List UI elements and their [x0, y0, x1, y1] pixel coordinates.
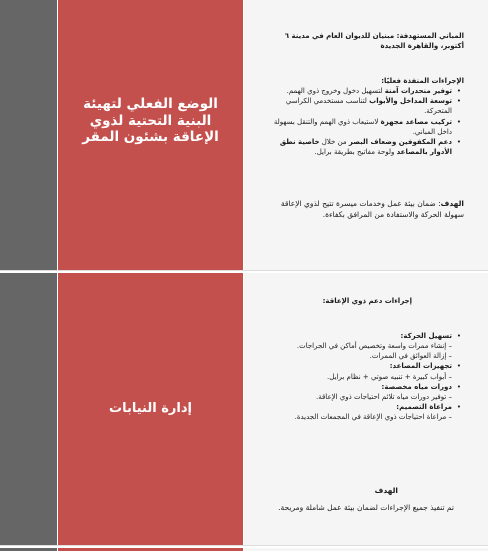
list-item [264, 382, 452, 402]
table-row [0, 273, 488, 545]
buildings-text: مبنيان للديوان العام في مدينة ٦ أكتوبر، والقاهرة الجديدة [284, 32, 464, 51]
procedures-block [264, 76, 464, 157]
item-text: لتناسب مستخدمي الكراسي المتحركة. [285, 97, 452, 116]
content-cell [244, 0, 488, 270]
group-line: – أبواب كبيرة + تنبيه صوتي + نظام برايل. [264, 372, 452, 382]
row-title: إدارة النيابات [109, 400, 192, 416]
list-item [264, 331, 452, 361]
list-item [264, 96, 452, 116]
procedures-list [264, 86, 464, 157]
row-divider [0, 270, 488, 271]
buildings-label: المباني المستهدفة: [396, 32, 464, 40]
group-line: – إزالة العوائق في الممرات. [264, 351, 452, 361]
item-bold: تركيب مصاعد مجهزة [380, 117, 452, 126]
goal-text: تم تنفيذ جميع الإجراءات لضمان بيئة عمل شاملة ومريحة. [278, 502, 454, 512]
group-line: – مراعاة احتياجات ذوي الإعاقة في المجمعات الجديدة. [264, 412, 452, 422]
item-bold: دعم المكفوفين وضعاف البصر [348, 137, 452, 146]
group-title: • تسهيل الحركة: [400, 332, 452, 340]
item-text: من خلال [319, 137, 349, 146]
grey-column-cell [0, 273, 57, 545]
buildings-paragraph [264, 31, 464, 51]
row-divider [0, 545, 488, 546]
list-item [264, 86, 452, 96]
procedures-heading: الإجراءات المنفذة فعليًا: [381, 77, 464, 85]
group-line: – توفير دورات مياه تلائم احتياجات ذوي الإعاقة. [264, 392, 452, 402]
goal-label: الهدف [374, 486, 398, 495]
group-title: • تجهيزات المصاعد: [389, 362, 452, 371]
content-cell [244, 273, 488, 545]
red-title-cell [58, 0, 243, 270]
goal-text: : ضمان بيئة عمل وخدمات ميسرة تتيح لذوي الإعاقة سهولة الحركة والاستفادة من المرافق بكفاءة. [280, 199, 464, 219]
group-line: – إنشاء ممرات واسعة وتخصيص أماكن في الجراجات. [264, 341, 452, 351]
item-text: لاستيعاب ذوي الهمم والتنقل بسهولة داخل المباني. [273, 117, 452, 136]
goal-block [264, 486, 454, 514]
red-title-cell [58, 273, 243, 545]
list-item [264, 361, 452, 381]
list-item [264, 402, 452, 422]
row-title: الوضع الفعلي لتهيئة البنية التحتية لذوي الإعاقة بشئون المقر [82, 95, 219, 146]
item-text: لتسهيل دخول وخروج ذوي الهمم. [286, 87, 385, 96]
group-title: • مراعاة التصميم: [396, 402, 452, 411]
item-text: ولوحة مفاتيح بطريقة برايل. [314, 147, 397, 156]
support-groups [264, 331, 464, 422]
support-heading: إجراءات دعم ذوي الإعاقة: [322, 297, 412, 305]
list-item [264, 117, 452, 137]
table-row [0, 0, 488, 270]
group-title: • دورات مياه مخصصة: [381, 382, 452, 391]
support-list [264, 331, 464, 422]
goal-paragraph [264, 199, 464, 221]
item-bold: خاصية نطق الأدوار بالمصاعد [279, 137, 452, 156]
goal-label: الهدف [440, 199, 464, 208]
list-item [264, 137, 452, 157]
grey-column-cell [0, 0, 57, 270]
item-bold: توسعة المداخل والأبواب [369, 97, 452, 106]
item-bold: توفير منحدرات آمنة [384, 87, 452, 96]
